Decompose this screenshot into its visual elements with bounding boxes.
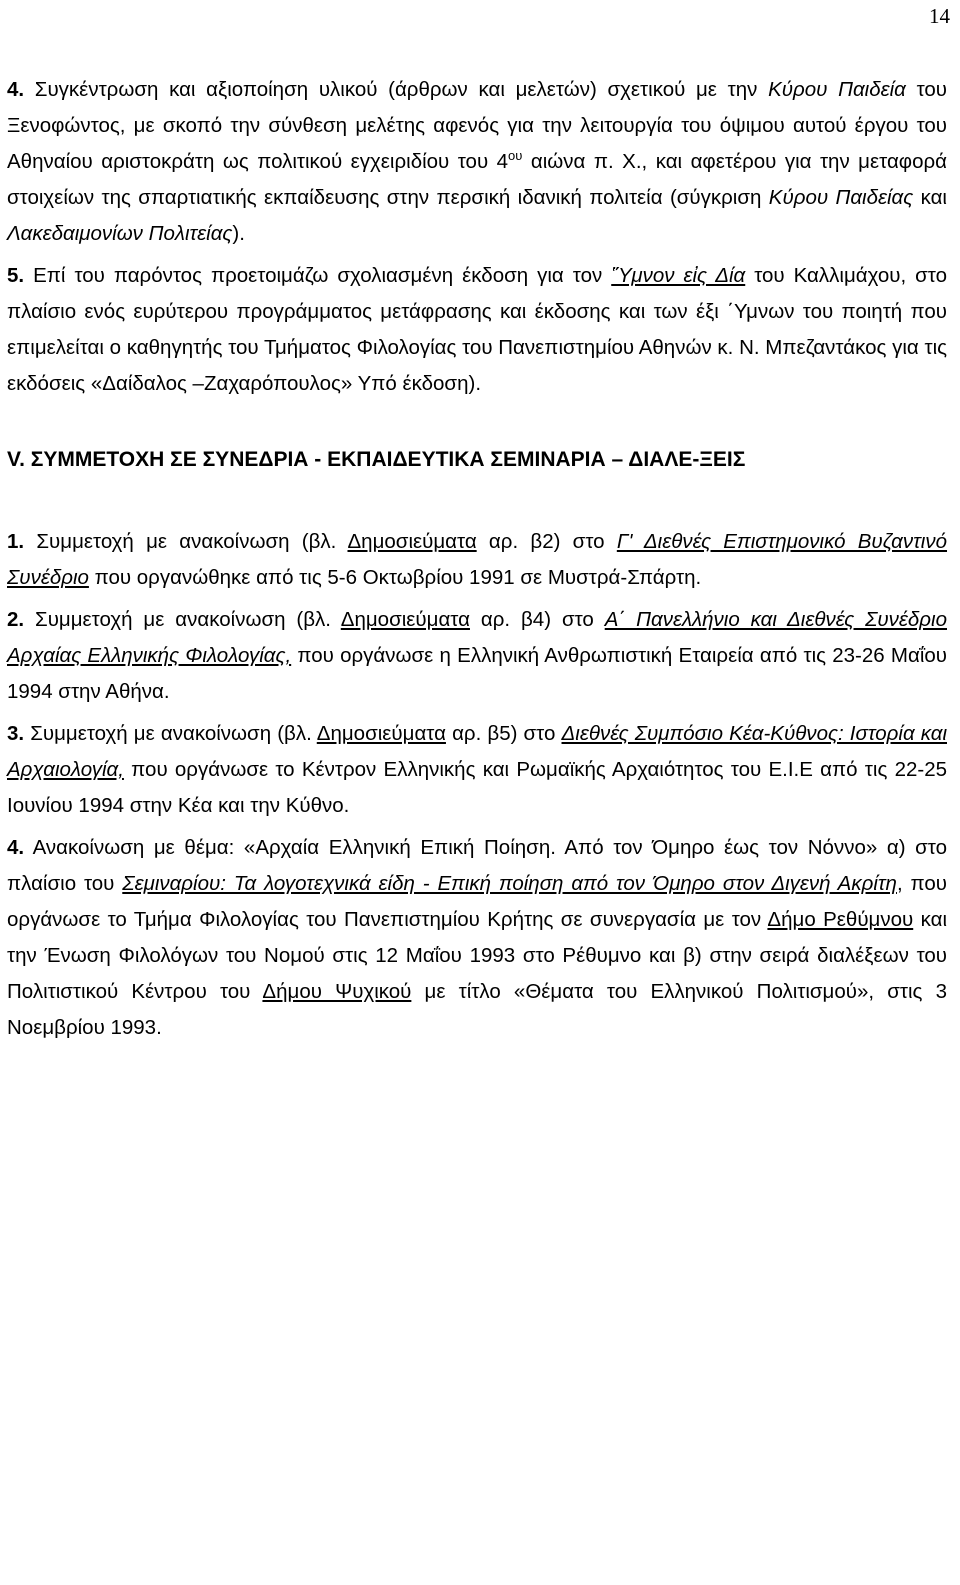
entry-text: Ανακοίνωση με θέμα: «Αρχαία Ελληνική Επική Ποίηση. Από τον Όμηρο έως τον Νόννο» α) στο πλαίσιο του [7,836,947,895]
entry-text: , που οργάνωσε το Τμήμα Φιλολογίας του Πανεπιστημίου Κρήτης σε συνεργασία με τον [7,872,947,931]
item-text: αιώνα π. Χ., και αφετέρου για την μεταφορά στοιχείων της σπαρτιατικής εκπαίδευσης στην περσική ιδανική πολιτεία (σύγκριση [7,150,947,209]
entry-text: Συμμετοχή με ανακοίνωση (βλ. [24,608,341,631]
item-text: Επί του παρόντος προετοιμάζω σχολιασμένη έκδοση για τον [24,264,612,287]
item-text: Συγκέντρωση και αξιοποίηση υλικού (άρθρων και μελετών) σχετικού με την [24,78,769,101]
item-text: του Καλλιμάχου, στο πλαίσιο ενός ευρύτερου προγράμματος μετάφρασης και έκδοσης και των έξι ΄Υμνων του ποιητή που επιμελείται ο καθηγητής του Τμήματος Φιλολογίας του Πανεπιστημίου Αθηνών κ. Ν. Μπεζαντάκος για τις εκδόσεις «Δαίδαλος –Ζαχαρόπουλος» Υπό έκδοση). [7,264,947,395]
entry-text: αρ. β5) στο [445,722,562,745]
superscript: ου [508,148,523,164]
entry-text: με τίτλο «Θέματα του Ελληνικού Πολιτισμού», στις 3 Νοεμβρίου 1993. [7,980,948,1039]
work-title: Λακεδαιμονίων Πολιτείας [7,222,233,245]
list-item-5 [7,258,947,402]
entry-4 [7,830,947,1046]
page-number: 14 [929,4,950,28]
entry-number: 3. [7,722,25,745]
entry-number: 1. [7,530,25,553]
item-text: του Ξενοφώντος, με σκοπό την σύνθεση μελέτης αφενός για την λειτουργία του όψιμου αυτού έργου του Αθηναίου αριστοκράτη ως πολιτικού εγχειριδίου του 4 [7,78,947,173]
work-title: ῞Υμνον εἰς Δία [611,264,746,287]
conference-title: Α΄ Πανελλήνιο και Διεθνές Συνέδριο Αρχαίας Ελληνικής Φιλολογίας, [7,608,947,667]
document-body [7,72,947,1052]
conference-title: Γ' Διεθνές Επιστημονικό Βυζαντινό Συνέδριο [7,530,948,589]
entry-1 [7,524,947,596]
work-title: Κύρου Παιδείας [768,186,914,209]
publications-ref: Δημοσιεύματα [316,722,446,745]
entry-text: Συμμετοχή με ανακοίνωση (βλ. [24,722,317,745]
publications-ref: Δημοσιεύματα [340,608,470,631]
entry-text: αρ. β4) στο [469,608,605,631]
entry-text: αρ. β2) στο [476,530,617,553]
list-item-4 [7,72,947,252]
section-heading: V. ΣΥΜΜΕΤΟΧΗ ΣΕ ΣΥΝΕΔΡΙΑ - ΕΚΠΑΙΔΕΥΤΙΚΑ ΣΕΜΙΝΑΡΙΑ – ΔΙΑΛΕ-ΞΕΙΣ [7,448,746,471]
entry-3 [7,716,947,824]
entry-text: Συμμετοχή με ανακοίνωση (βλ. [24,530,348,553]
entry-text: που οργάνωσε η Ελληνική Ανθρωπιστική Εταιρεία από τις 23-26 Μαΐου 1994 στην Αθήνα. [7,644,947,703]
entry-number: 4. [7,836,25,859]
conference-title: Διεθνές Συμπόσιο Κέα-Κύθνος: Ιστορία και Αρχαιολογία, [7,722,947,781]
municipality-name: Δήμο Ρεθύμνου [767,908,914,931]
item-text: ). [232,222,245,245]
entry-text: και την Ένωση Φιλολόγων του Νομού στις 12 Μαΐου 1993 στο Ρέθυμνο και β) στην σειρά διαλέξεων του Πολιτιστικού Κέντρου του [7,908,948,1003]
entry-text: που οργανώθηκε από τις 5-6 Οκτωβρίου 1991 σε Μυστρά-Σπάρτη. [88,566,702,589]
entry-2 [7,602,947,710]
publications-ref: Δημοσιεύματα [347,530,477,553]
seminar-title: Σεμιναρίου: Τα λογοτεχνικά είδη - Επική ποίηση από τον Όμηρο στον Διγενή Ακρίτη [122,872,897,895]
work-title: Κύρου Παιδεία [768,78,906,101]
item-number: 5. [7,264,25,287]
entry-number: 2. [7,608,25,631]
entry-text: που οργάνωσε το Κέντρον Ελληνικής και Ρωμαϊκής Αρχαιότητος του Ε.Ι.Ε από τις 22-25 Ιουνίου 1994 στην Κέα και την Κύθνο. [7,758,947,817]
item-text: και [913,186,947,209]
municipality-name: Δήμου Ψυχικού [262,980,412,1003]
item-number: 4. [7,78,25,101]
